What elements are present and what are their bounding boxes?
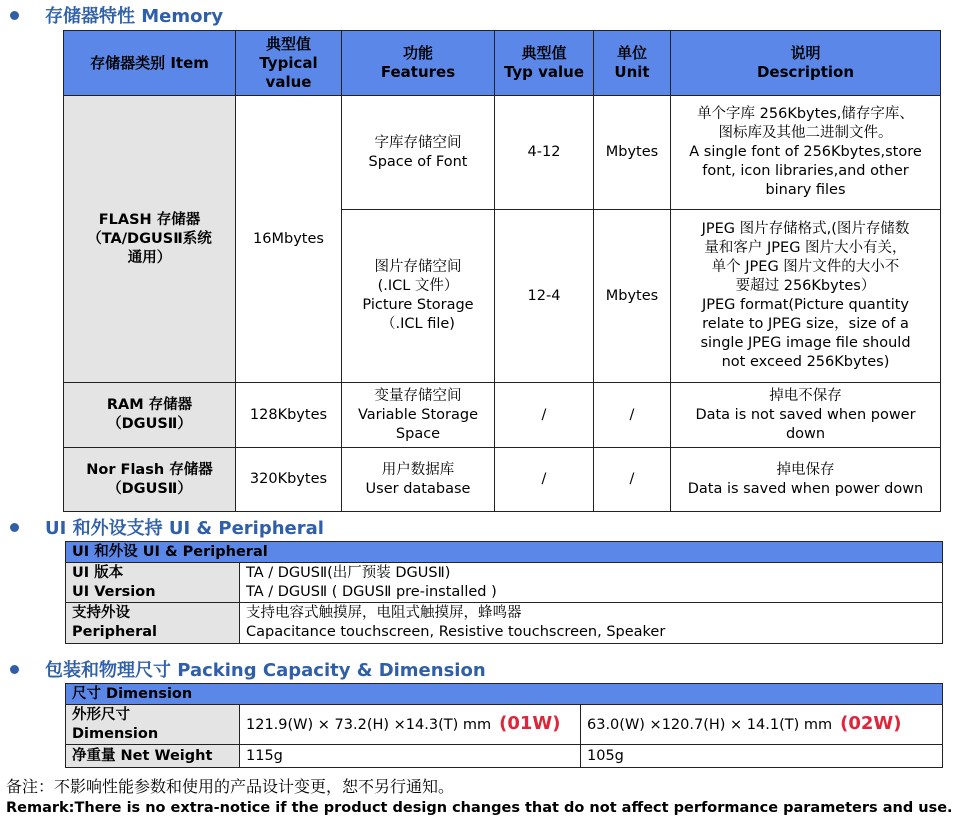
dimension-02w: 63.0(W) ×120.7(H) × 14.1(T) mm (02W) [581,705,943,745]
section-title-text: 包装和物理尺寸 Packing Capacity & Dimension [45,660,486,681]
table-header-row [66,542,943,563]
remark-english: Remark:There is no extra-notice if the product design changes that do not affect performance parameters and use. [6,800,953,816]
model-02w: (02W) [840,713,902,734]
ui-header: UI 和外设 UI & Peripheral [66,542,943,563]
table-header-row [64,31,941,96]
header-item: 存储器类别 Item [64,31,236,96]
table-row [64,96,941,210]
flash-typical-cell: 16Mbytes [236,96,342,383]
bullet-icon [10,665,19,674]
bullet-icon [10,523,19,532]
header-description: 说明 Description [671,31,941,96]
dimension-01w: 121.9(W) × 73.2(H) ×14.3(T) mm (01W) [240,705,581,745]
flash-item-cell: FLASH 存储器 （TA/DGUSⅡ系统 通用） [64,96,236,383]
ram-feature-cell: 变量存储空间 Variable Storage Space [342,383,495,448]
section-title-ui [8,514,324,540]
section-title-text: UI 和外设支持 UI & Peripheral [45,518,324,539]
packing-table [65,683,943,768]
table-row [66,563,943,603]
weight-label: 净重量 Net Weight [66,745,240,768]
picture-typ-cell: 12-4 [495,210,594,383]
weight-01w: 115g [240,745,581,768]
ram-typical-cell: 128Kbytes [236,383,342,448]
nor-typ-cell: / [495,448,594,512]
memory-table [63,30,941,512]
nor-typical-cell: 320Kbytes [236,448,342,512]
picture-feature-cell: 图片存储空间 (.ICL 文件） Picture Storage （.ICL file) [342,210,495,383]
table-row [66,745,943,768]
ram-desc-cell: 掉电不保存 Data is not saved when power down [671,383,941,448]
header-features: 功能 Features [342,31,495,96]
peripheral-label: 支持外设 Peripheral [66,603,240,644]
model-01w: (01W) [499,713,561,734]
nor-unit-cell: / [594,448,671,512]
section-title-text: 存储器特性 Memory [45,6,224,27]
peripheral-value: 支持电容式触摸屏，电阻式触摸屏，蜂鸣器 Capacitance touchscreen, Resistive touchscreen, Speaker [240,603,943,644]
ram-typ-cell: / [495,383,594,448]
ui-version-label: UI 版本 UI Version [66,563,240,603]
picture-desc-cell: JPEG 图片存储格式,(图片存储数 量和客户 JPEG 图片大小有关， 单个 JPEG 图片文件的大小不 要超过 256Kbytes） JPEG format(Picture quantity relate to JPEG size，size of a single JPEG image file should not exceed 256Kbytes) [671,210,941,383]
picture-unit-cell: Mbytes [594,210,671,383]
remark-chinese: 备注：不影响性能参数和使用的产品设计变更，恕不另行通知。 [6,777,455,796]
dimension-label: 外形尺寸 Dimension [66,705,240,745]
font-typ-cell: 4-12 [495,96,594,210]
table-row [66,603,943,644]
table-row [64,383,941,448]
ui-peripheral-table [65,541,943,644]
table-row [66,705,943,745]
header-typ: 典型值 Typ value [495,31,594,96]
dimension-header: 尺寸 Dimension [66,684,943,705]
header-typical: 典型值 Typical value [236,31,342,96]
font-unit-cell: Mbytes [594,96,671,210]
table-row [64,448,941,512]
weight-02w: 105g [581,745,943,768]
nor-item-cell: Nor Flash 存储器 （DGUSⅡ） [64,448,236,512]
table-header-row [66,684,943,705]
header-unit: 单位 Unit [594,31,671,96]
nor-feature-cell: 用户数据库 User database [342,448,495,512]
ram-item-cell: RAM 存储器 （DGUSⅡ） [64,383,236,448]
ram-unit-cell: / [594,383,671,448]
font-feature-cell: 字库存储空间 Space of Font [342,96,495,210]
font-desc-cell: 单个字库 256Kbytes,储存字库、 图标库及其他二进制文件。 A single font of 256Kbytes,store font, icon libraries,and other binary files [671,96,941,210]
ui-version-value: TA / DGUSⅡ(出厂预装 DGUSⅡ) TA / DGUSⅡ ( DGUSⅡ pre-installed ) [240,563,943,603]
bullet-icon [10,11,19,20]
section-title-memory [8,2,223,28]
section-title-packing [8,656,486,682]
nor-desc-cell: 掉电保存 Data is saved when power down [671,448,941,512]
